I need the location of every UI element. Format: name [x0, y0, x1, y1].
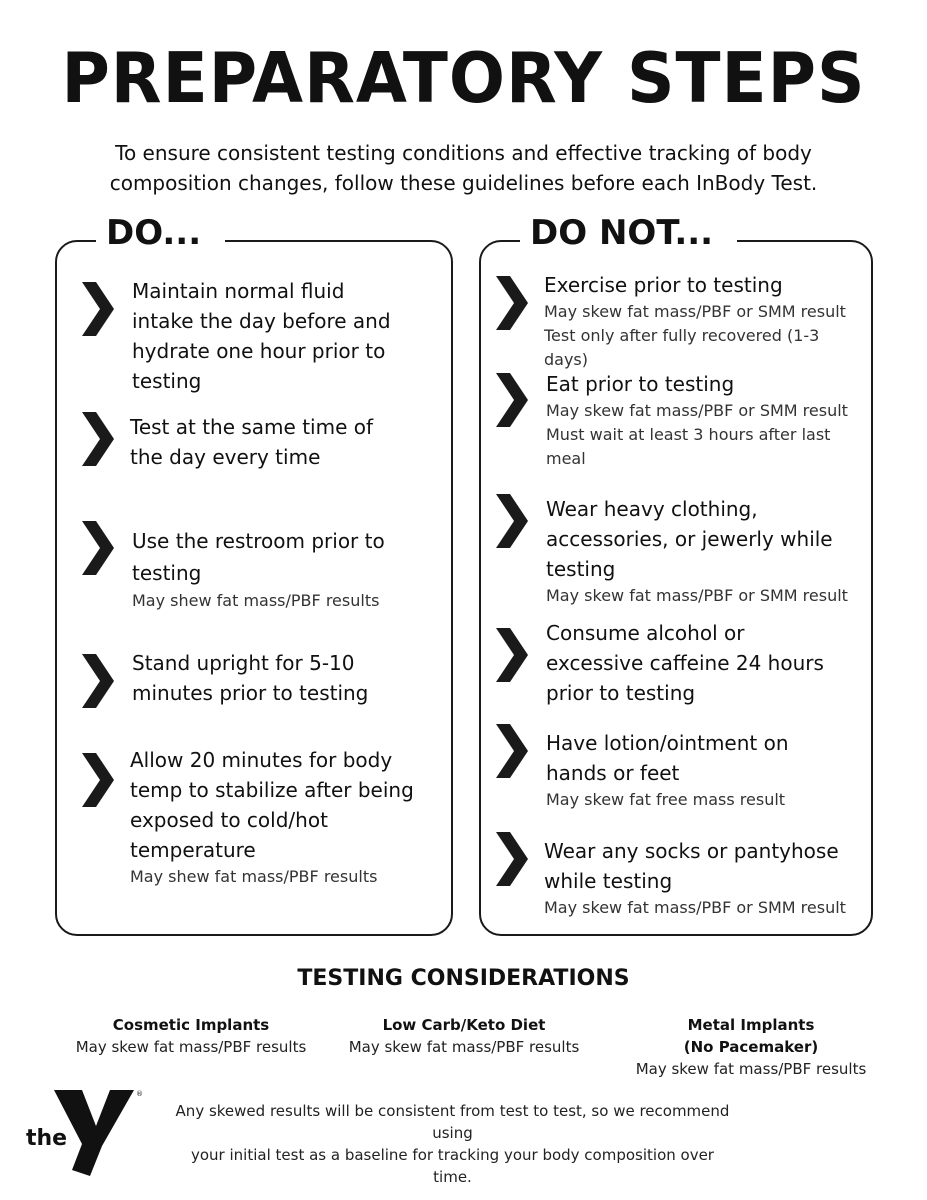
text-line: intake the day before and [132, 309, 391, 333]
chevron-shape [494, 626, 530, 684]
text-line: Eat prior to testing [546, 372, 735, 396]
text-line: May skew fat mass/PBF or SMM result [546, 401, 848, 420]
consideration-item [334, 1014, 594, 1058]
consideration-note: May skew fat mass/PBF results [635, 1060, 867, 1078]
text-line: Wear any socks or pantyhose [544, 839, 839, 863]
do-item [80, 648, 440, 708]
chevron-right-icon [80, 751, 116, 809]
text-line: Wear heavy clothing, [546, 497, 758, 521]
do-item-title [132, 525, 440, 589]
do-not-item-title [546, 618, 864, 708]
do-not-item-note [546, 399, 864, 471]
footer-line: Any skewed results will be consistent from test to test, so we recommend using [175, 1102, 730, 1142]
text-line: (No Pacemaker) [683, 1038, 819, 1056]
chevron-right-icon [494, 830, 530, 888]
chevron-shape [494, 492, 530, 550]
consideration-item [621, 1014, 881, 1080]
footer-line: your initial test as a baseline for tracking your body composition over time. [191, 1146, 714, 1186]
text-line: testing [132, 369, 202, 393]
chevron-shape [494, 371, 530, 429]
do-not-item-title [546, 369, 864, 399]
text-line: Cosmetic Implants [112, 1016, 270, 1034]
chevron-right-icon [494, 722, 530, 780]
do-item-title [132, 648, 440, 708]
text-line: Maintain normal fluid [132, 279, 345, 303]
text-line: prior to testing [546, 681, 696, 705]
do-not-item-title [544, 270, 864, 300]
chevron-shape [494, 722, 530, 780]
chevron-shape [80, 751, 116, 809]
text-line: Exercise prior to testing [544, 273, 783, 297]
intro-line: composition changes, follow these guidelines before each InBody Test. [109, 171, 818, 195]
chevron-right-icon [494, 274, 530, 332]
svg-text:®: ® [136, 1090, 143, 1098]
chevron-shape [80, 410, 116, 468]
do-item-note [130, 865, 440, 889]
y-logo-icon [24, 1086, 144, 1178]
text-line: testing [132, 561, 202, 585]
do-not-item-note [544, 896, 864, 920]
do-not-item-title [544, 836, 864, 896]
do-panel-label: DO... [96, 211, 225, 255]
footer-note [170, 1100, 735, 1188]
text-line: May shew fat mass/PBF results [130, 867, 378, 886]
do-not-item [494, 494, 864, 608]
text-line: May skew fat free mass result [546, 790, 786, 809]
do-not-item-title [546, 494, 864, 584]
do-not-item [494, 836, 864, 920]
text-line: temperature [130, 838, 256, 862]
chevron-right-icon [80, 652, 116, 710]
text-line: minutes prior to testing [132, 681, 369, 705]
consideration-name [621, 1014, 881, 1058]
chevron-right-icon [80, 410, 116, 468]
text-line: excessive caffeine 24 hours [546, 651, 824, 675]
text-line: hands or feet [546, 761, 680, 785]
text-line: hydrate one hour prior to [132, 339, 386, 363]
do-not-item [494, 618, 864, 708]
text-line: Test only after fully recovered (1-3 days) [544, 326, 820, 369]
chevron-right-icon [494, 626, 530, 684]
text-line: Metal Implants [687, 1016, 815, 1034]
do-item-title [130, 412, 440, 472]
text-line: testing [546, 557, 616, 581]
text-line: Test at the same time of [130, 415, 374, 439]
text-line: Stand upright for 5-10 [132, 651, 355, 675]
chevron-right-icon [494, 371, 530, 429]
text-line: Must wait at least 3 hours after last [546, 425, 831, 444]
do-not-item [494, 728, 864, 812]
do-item [80, 525, 440, 613]
logo-word: the [26, 1126, 68, 1151]
text-line: Use the restroom prior to [132, 529, 385, 553]
chevron-shape [80, 652, 116, 710]
text-line: Have lotion/ointment on [546, 731, 789, 755]
do-item [80, 745, 440, 889]
logo-sub: YMCA [97, 1145, 116, 1173]
text-line: while testing [544, 869, 673, 893]
chevron-shape [494, 274, 530, 332]
text-line: May skew fat mass/PBF or SMM result [544, 898, 846, 917]
consideration-name [334, 1014, 594, 1036]
do-not-item-note [546, 584, 864, 608]
chevron-right-icon [494, 492, 530, 550]
do-not-item [494, 369, 864, 471]
text-line: accessories, or jewerly while [546, 527, 833, 551]
chevron-right-icon [80, 519, 116, 577]
ymca-logo [24, 1086, 144, 1178]
do-not-item-title [546, 728, 864, 788]
text-line: May shew fat mass/PBF results [132, 591, 380, 610]
text-line: May skew fat mass/PBF or SMM result [544, 302, 846, 321]
intro-text [60, 138, 867, 198]
consideration-name [61, 1014, 321, 1036]
do-not-panel-label: DO NOT... [520, 211, 737, 255]
chevron-shape [80, 519, 116, 577]
do-not-item-note [544, 300, 864, 372]
do-item [80, 412, 440, 472]
do-item [80, 276, 440, 396]
chevron-shape [494, 830, 530, 888]
text-line: the day every time [130, 445, 321, 469]
text-line: May skew fat mass/PBF or SMM result [546, 586, 848, 605]
do-item-title [130, 745, 440, 865]
text-line: Allow 20 minutes for body [130, 748, 393, 772]
page-title: PREPARATORY STEPS [61, 38, 866, 119]
consideration-note: May skew fat mass/PBF results [75, 1038, 307, 1056]
chevron-right-icon [80, 280, 116, 338]
consideration-item [61, 1014, 321, 1058]
chevron-shape [80, 280, 116, 338]
intro-line: To ensure consistent testing conditions and effective tracking of body [115, 141, 812, 165]
do-item-note [132, 589, 440, 613]
do-not-item [494, 270, 864, 372]
text-line: exposed to cold/hot [130, 808, 328, 832]
considerations-title: TESTING CONSIDERATIONS [297, 966, 630, 991]
do-not-item-note [546, 788, 864, 812]
consideration-note: May skew fat mass/PBF results [348, 1038, 580, 1056]
text-line: Consume alcohol or [546, 621, 745, 645]
text-line: Low Carb/Keto Diet [382, 1016, 546, 1034]
do-item-title [132, 276, 440, 396]
text-line: meal [546, 449, 586, 468]
text-line: temp to stabilize after being [130, 778, 414, 802]
